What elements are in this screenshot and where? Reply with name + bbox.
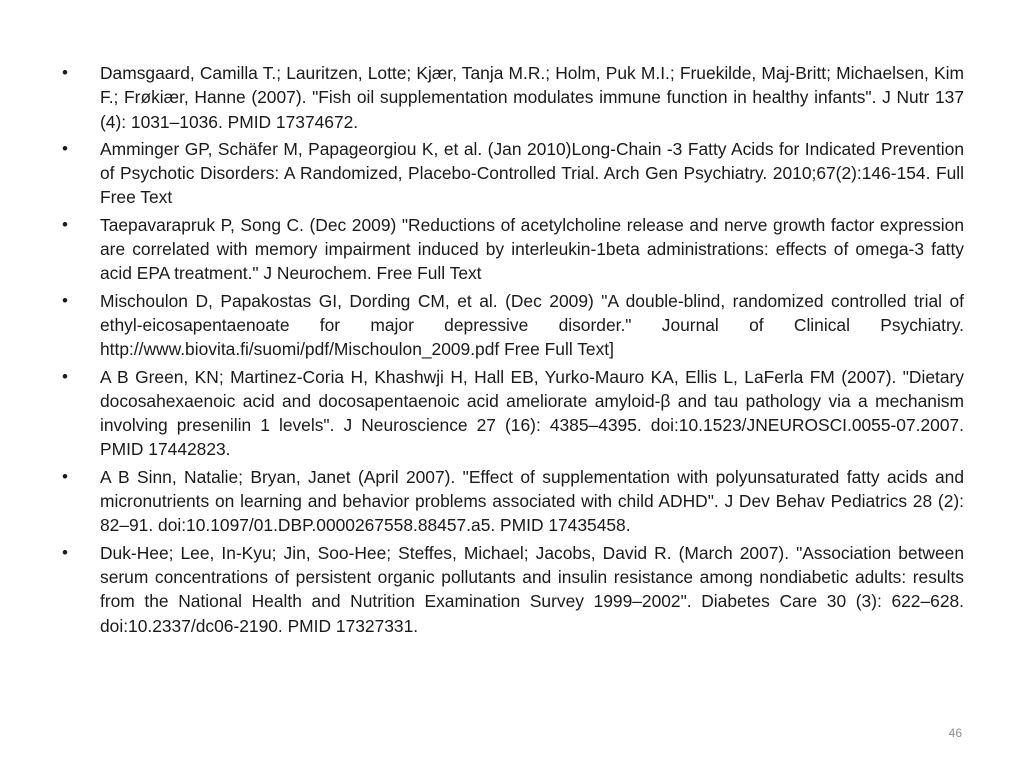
reference-text: A B Sinn, Natalie; Bryan, Janet (April 2007). "Effect of supplementation with polyunsaturated fatty acids and micronutrients on learning and behavior problems associated with child ADHD". J Dev Behav Pediatrics 28 (2): 82–91. doi:10.1097/01.DBP.0000267558.88457.a5. PMID 17435458. [100,466,964,536]
page-number: 46 [948,726,962,740]
reference-item [62,137,964,210]
bullet-icon: • [62,466,68,486]
reference-text: Taepavarapruk P, Song C. (Dec 2009) "Reductions of acetylcholine release and nerve growth factor expression are correlated with memory impairment induced by interleukin-1beta administrations: effects of omega-3 fatty acid EPA treatment." J Neurochem. Free Full Text [100,214,964,284]
reference-item [62,289,964,362]
reference-text: Duk-Hee; Lee, In-Kyu; Jin, Soo-Hee; Steffes, Michael; Jacobs, David R. (March 2007). "Association between serum concentrations of persistent organic pollutants and insulin resistance among nondiabetic adults: results from the National Health and Nutrition Examination Survey 1999–2002". Diabetes Care 30 (3): 622–628. doi:10.2337/dc06-2190. PMID 17327331. [100,542,964,636]
reference-list [62,61,964,641]
bullet-icon: • [62,542,68,562]
reference-text: Damsgaard, Camilla T.; Lauritzen, Lotte; Kjær, Tanja M.R.; Holm, Puk M.I.; Fruekilde, Maj-Britt; Michaelsen, Kim F.; Frøkiær, Hanne (2007). "Fish oil supplementation modulates immune function in healthy infants". J Nutr 137 (4): 1031–1036. PMID 17374672. [100,63,964,132]
reference-text: A B Green, KN; Martinez-Coria H, Khashwji H, Hall EB, Yurko-Mauro KA, Ellis L, LaFerla FM (2007). "Dietary docosahexaenoic acid and docosapentaenoic acid ameliorate amyloid-β and tau pathology via a mechanism involving presenilin 1 levels". J Neuroscience 27 (16): 4385–4395. doi:10.1523/JNEUROSCI.0055-07.2007. PMID 17442823. [100,366,964,460]
bullet-icon: • [62,366,68,386]
reference-item [62,61,964,134]
bullet-icon: • [62,63,68,82]
bullet-icon: • [62,290,68,310]
bullet-icon: • [62,214,68,234]
bullet-icon: • [62,138,68,158]
reference-item [62,541,964,638]
reference-text: Mischoulon D, Papakostas GI, Dording CM, et al. (Dec 2009) "A double-blind, randomized controlled trial of ethyl-eicosapentaenoate for major depressive disorder." Journal of Clinical Psychiatry. http://www.biovita.fi/suomi/pdf/Mischoulon_2009.pdf Free Full Text] [100,290,964,360]
reference-item [62,465,964,538]
reference-item [62,365,964,462]
reference-item [62,213,964,286]
reference-text: Amminger GP, Schäfer M, Papageorgiou K, et al. (Jan 2010)Long-Chain -3 Fatty Acids for Indicated Prevention of Psychotic Disorders: A Randomized, Placebo-Controlled Trial. Arch Gen Psychiatry. 2010;67(2):146-154. Full Free Text [100,138,964,208]
